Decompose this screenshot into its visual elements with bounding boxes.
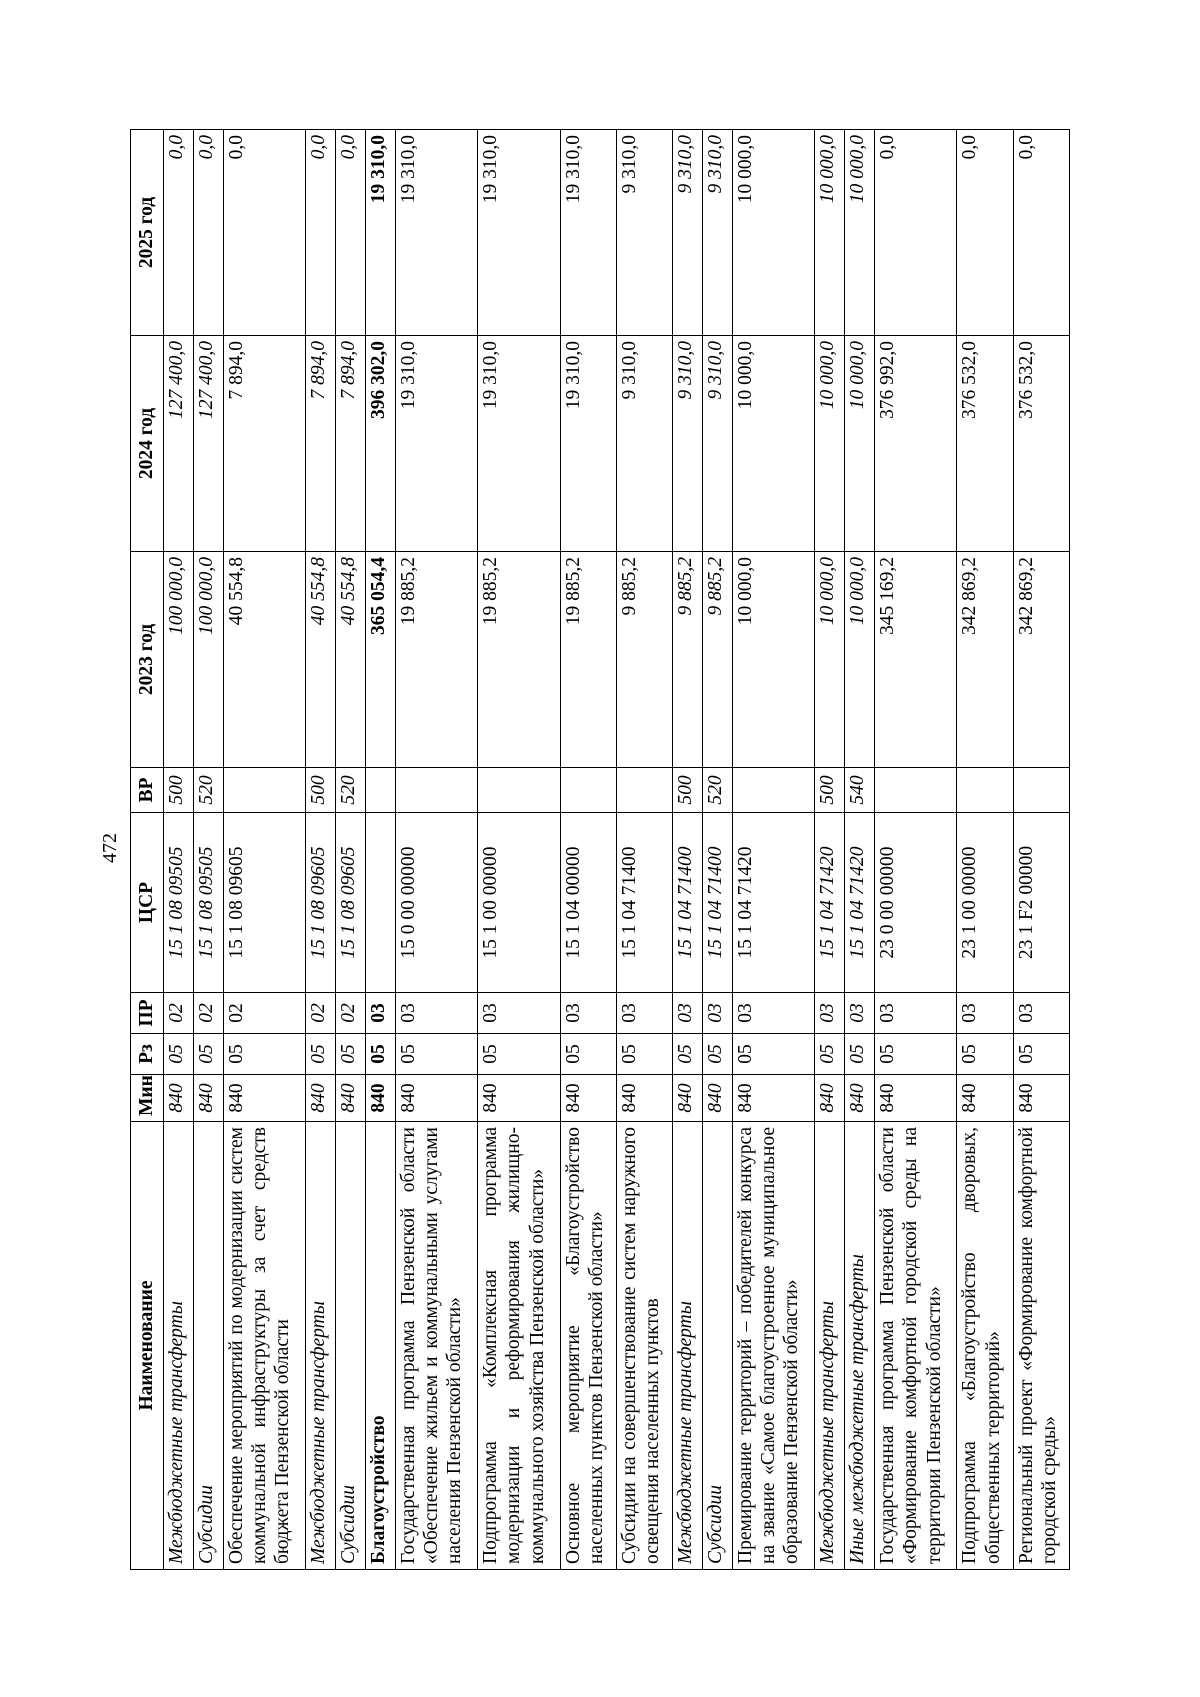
cell-pr: 03 <box>673 993 703 1034</box>
cell-2025: 10 000,0 <box>845 130 875 336</box>
cell-2025: 9 310,0 <box>702 130 732 336</box>
cell-2024: 376 532,0 <box>957 336 1013 552</box>
cell-vr: 500 <box>164 768 194 813</box>
cell-rz: 05 <box>732 1034 815 1075</box>
cell-2024: 127 400,0 <box>164 336 194 552</box>
cell-csr: 23 1 00 00000 <box>957 813 1013 993</box>
header-2024: 2024 год <box>131 336 164 552</box>
cell-name: Субсидии <box>193 1122 223 1570</box>
cell-pr: 02 <box>306 993 336 1034</box>
cell-vr: 500 <box>306 768 336 813</box>
cell-2023: 100 000,0 <box>164 552 194 768</box>
cell-pr: 02 <box>193 993 223 1034</box>
cell-pr: 02 <box>335 993 365 1034</box>
cell-2024: 376 532,0 <box>1013 336 1069 552</box>
cell-2025: 0,0 <box>193 130 223 336</box>
cell-rz: 05 <box>560 1034 616 1075</box>
cell-2025: 0,0 <box>874 130 957 336</box>
table-row <box>193 130 223 1570</box>
cell-2023: 345 169,2 <box>874 552 957 768</box>
cell-2025: 0,0 <box>957 130 1013 336</box>
cell-csr: 23 0 00 00000 <box>874 813 957 993</box>
table-row <box>957 130 1013 1570</box>
cell-2023: 9 885,2 <box>702 552 732 768</box>
cell-2024: 9 310,0 <box>702 336 732 552</box>
cell-2025: 9 310,0 <box>616 130 672 336</box>
cell-csr: 15 1 08 09605 <box>335 813 365 993</box>
cell-vr: 520 <box>702 768 732 813</box>
cell-rz: 05 <box>306 1034 336 1075</box>
cell-2025: 10 000,0 <box>815 130 845 336</box>
cell-2024: 7 894,0 <box>335 336 365 552</box>
cell-vr <box>616 768 672 813</box>
cell-2025: 0,0 <box>306 130 336 336</box>
cell-pr: 03 <box>702 993 732 1034</box>
cell-vr <box>395 768 478 813</box>
header-pr: ПР <box>131 993 164 1034</box>
cell-rz: 05 <box>478 1034 561 1075</box>
table-row <box>164 130 194 1570</box>
cell-2024: 127 400,0 <box>193 336 223 552</box>
cell-pr: 03 <box>732 993 815 1034</box>
cell-vr: 520 <box>335 768 365 813</box>
cell-min: 840 <box>874 1075 957 1122</box>
page-number: 472 <box>99 833 121 863</box>
cell-2025: 0,0 <box>335 130 365 336</box>
cell-csr: 15 1 08 09505 <box>164 813 194 993</box>
cell-csr: 15 1 08 09605 <box>306 813 336 993</box>
cell-vr <box>478 768 561 813</box>
cell-min: 840 <box>223 1075 306 1122</box>
cell-csr: 15 1 04 71400 <box>673 813 703 993</box>
cell-vr <box>732 768 815 813</box>
cell-name: Субсидии <box>335 1122 365 1570</box>
cell-2024: 19 310,0 <box>560 336 616 552</box>
cell-2023: 19 885,2 <box>560 552 616 768</box>
cell-min: 840 <box>395 1075 478 1122</box>
cell-vr <box>560 768 616 813</box>
cell-2025: 0,0 <box>164 130 194 336</box>
cell-pr: 03 <box>874 993 957 1034</box>
header-vr: ВР <box>131 768 164 813</box>
cell-name: Государственная программа Пензенской области «Обеспечение жильем и коммунальными услугами населения Пензенской области» <box>395 1122 478 1570</box>
cell-rz: 05 <box>1013 1034 1069 1075</box>
cell-min: 840 <box>1013 1075 1069 1122</box>
cell-name: Подпрограмма «Комплексная программа модернизации и реформирования жилищно-коммунального хозяйства Пензенской области» <box>478 1122 561 1570</box>
cell-csr: 15 0 00 00000 <box>395 813 478 993</box>
cell-name: Межбюджетные трансферты <box>673 1122 703 1570</box>
cell-name: Основное мероприятие «Благоустройство населенных пунктов Пензенской области» <box>560 1122 616 1570</box>
cell-rz: 05 <box>845 1034 875 1075</box>
cell-rz: 05 <box>193 1034 223 1075</box>
cell-2023: 10 000,0 <box>845 552 875 768</box>
cell-csr: 15 1 04 71400 <box>702 813 732 993</box>
cell-2023: 342 869,2 <box>957 552 1013 768</box>
cell-min: 840 <box>845 1075 875 1122</box>
cell-min: 840 <box>673 1075 703 1122</box>
cell-pr: 03 <box>957 993 1013 1034</box>
cell-rz: 05 <box>815 1034 845 1075</box>
table-row <box>732 130 815 1570</box>
cell-name: Межбюджетные трансферты <box>306 1122 336 1570</box>
cell-pr: 03 <box>1013 993 1069 1034</box>
cell-rz: 05 <box>874 1034 957 1075</box>
cell-rz: 05 <box>702 1034 732 1075</box>
cell-2025: 19 310,0 <box>365 130 395 336</box>
cell-min: 840 <box>478 1075 561 1122</box>
cell-2024: 9 310,0 <box>673 336 703 552</box>
cell-2024: 7 894,0 <box>306 336 336 552</box>
table-row <box>815 130 845 1570</box>
cell-pr: 03 <box>845 993 875 1034</box>
cell-csr: 15 1 04 71420 <box>815 813 845 993</box>
cell-2025: 0,0 <box>223 130 306 336</box>
cell-min: 840 <box>815 1075 845 1122</box>
cell-pr: 03 <box>365 993 395 1034</box>
cell-csr: 15 1 04 71420 <box>732 813 815 993</box>
cell-csr: 23 1 F2 00000 <box>1013 813 1069 993</box>
cell-rz: 05 <box>365 1034 395 1075</box>
cell-vr <box>223 768 306 813</box>
table-row <box>365 130 395 1570</box>
header-name: Наименование <box>131 1122 164 1570</box>
cell-2023: 19 885,2 <box>478 552 561 768</box>
cell-name: Благоустройство <box>365 1122 395 1570</box>
table-row <box>560 130 616 1570</box>
cell-name: Субсидии на совершенствование систем наружного освещения населенных пунктов <box>616 1122 672 1570</box>
cell-name: Подпрограмма «Благоустройство дворовых, общественных территорий» <box>957 1122 1013 1570</box>
cell-rz: 05 <box>223 1034 306 1075</box>
cell-2024: 10 000,0 <box>845 336 875 552</box>
cell-pr: 02 <box>164 993 194 1034</box>
cell-csr: 15 1 08 09605 <box>223 813 306 993</box>
cell-pr: 02 <box>223 993 306 1034</box>
cell-rz: 05 <box>395 1034 478 1075</box>
header-rz: Рз <box>131 1034 164 1075</box>
cell-2023: 9 885,2 <box>616 552 672 768</box>
cell-rz: 05 <box>616 1034 672 1075</box>
table-row <box>702 130 732 1570</box>
cell-2024: 10 000,0 <box>732 336 815 552</box>
table-row <box>335 130 365 1570</box>
cell-2025: 19 310,0 <box>395 130 478 336</box>
cell-name: Межбюджетные трансферты <box>815 1122 845 1570</box>
cell-2025: 10 000,0 <box>732 130 815 336</box>
cell-csr: 15 1 04 71400 <box>616 813 672 993</box>
cell-vr: 500 <box>815 768 845 813</box>
cell-name: Государственная программа Пензенской области «Формирование комфортной городской среды на территории Пензенской области» <box>874 1122 957 1570</box>
cell-2023: 10 000,0 <box>732 552 815 768</box>
cell-csr: 15 1 08 09505 <box>193 813 223 993</box>
cell-2023: 10 000,0 <box>815 552 845 768</box>
cell-name: Обеспечение мероприятий по модернизации систем коммунальной инфраструктуры за счет средств бюджета Пензенской области <box>223 1122 306 1570</box>
cell-2024: 7 894,0 <box>223 336 306 552</box>
table-row <box>616 130 672 1570</box>
cell-name: Субсидии <box>702 1122 732 1570</box>
cell-2024: 10 000,0 <box>815 336 845 552</box>
cell-vr <box>365 768 395 813</box>
table-header-row <box>131 130 164 1570</box>
header-2023: 2023 год <box>131 552 164 768</box>
cell-csr: 15 1 00 00000 <box>478 813 561 993</box>
cell-min: 840 <box>193 1075 223 1122</box>
header-min: Мин <box>131 1075 164 1122</box>
cell-vr: 540 <box>845 768 875 813</box>
cell-2025: 19 310,0 <box>560 130 616 336</box>
cell-rz: 05 <box>335 1034 365 1075</box>
table-row <box>395 130 478 1570</box>
budget-table <box>130 129 1070 1570</box>
cell-rz: 05 <box>957 1034 1013 1075</box>
cell-2023: 100 000,0 <box>193 552 223 768</box>
cell-min: 840 <box>560 1075 616 1122</box>
rotated-table-container <box>130 130 1070 1570</box>
header-2025: 2025 год <box>131 130 164 336</box>
cell-2023: 19 885,2 <box>395 552 478 768</box>
table-row <box>845 130 875 1570</box>
header-csr: ЦСР <box>131 813 164 993</box>
cell-2023: 342 869,2 <box>1013 552 1069 768</box>
cell-csr: 15 1 04 71420 <box>845 813 875 993</box>
cell-min: 840 <box>616 1075 672 1122</box>
cell-name: Региональный проект «Формирование комфортной городской среды» <box>1013 1122 1069 1570</box>
cell-vr <box>957 768 1013 813</box>
table-row <box>1013 130 1069 1570</box>
cell-2024: 19 310,0 <box>478 336 561 552</box>
cell-name: Иные межбюджетные трансферты <box>845 1122 875 1570</box>
cell-pr: 03 <box>560 993 616 1034</box>
cell-2023: 40 554,8 <box>335 552 365 768</box>
table-row <box>874 130 957 1570</box>
cell-vr: 500 <box>673 768 703 813</box>
cell-name: Премирование территорий – победителей конкурса на звание «Самое благоустроенное муниципальное образование Пензенской области» <box>732 1122 815 1570</box>
cell-2024: 19 310,0 <box>395 336 478 552</box>
cell-vr <box>874 768 957 813</box>
cell-min: 840 <box>306 1075 336 1122</box>
cell-2023: 365 054,4 <box>365 552 395 768</box>
cell-pr: 03 <box>478 993 561 1034</box>
cell-pr: 03 <box>815 993 845 1034</box>
cell-vr: 520 <box>193 768 223 813</box>
table-row <box>306 130 336 1570</box>
cell-2025: 9 310,0 <box>673 130 703 336</box>
cell-2024: 396 302,0 <box>365 336 395 552</box>
cell-pr: 03 <box>616 993 672 1034</box>
cell-min: 840 <box>732 1075 815 1122</box>
cell-min: 840 <box>702 1075 732 1122</box>
cell-csr: 15 1 04 00000 <box>560 813 616 993</box>
cell-rz: 05 <box>164 1034 194 1075</box>
table-row <box>478 130 561 1570</box>
table-row <box>673 130 703 1570</box>
cell-min: 840 <box>335 1075 365 1122</box>
cell-csr <box>365 813 395 993</box>
cell-2023: 9 885,2 <box>673 552 703 768</box>
cell-2023: 40 554,8 <box>223 552 306 768</box>
cell-min: 840 <box>365 1075 395 1122</box>
cell-pr: 03 <box>395 993 478 1034</box>
cell-2023: 40 554,8 <box>306 552 336 768</box>
cell-2024: 9 310,0 <box>616 336 672 552</box>
cell-vr <box>1013 768 1069 813</box>
cell-min: 840 <box>957 1075 1013 1122</box>
cell-rz: 05 <box>673 1034 703 1075</box>
table-row <box>223 130 306 1570</box>
cell-name: Межбюджетные трансферты <box>164 1122 194 1570</box>
cell-2025: 19 310,0 <box>478 130 561 336</box>
cell-2025: 0,0 <box>1013 130 1069 336</box>
cell-2024: 376 992,0 <box>874 336 957 552</box>
cell-min: 840 <box>164 1075 194 1122</box>
